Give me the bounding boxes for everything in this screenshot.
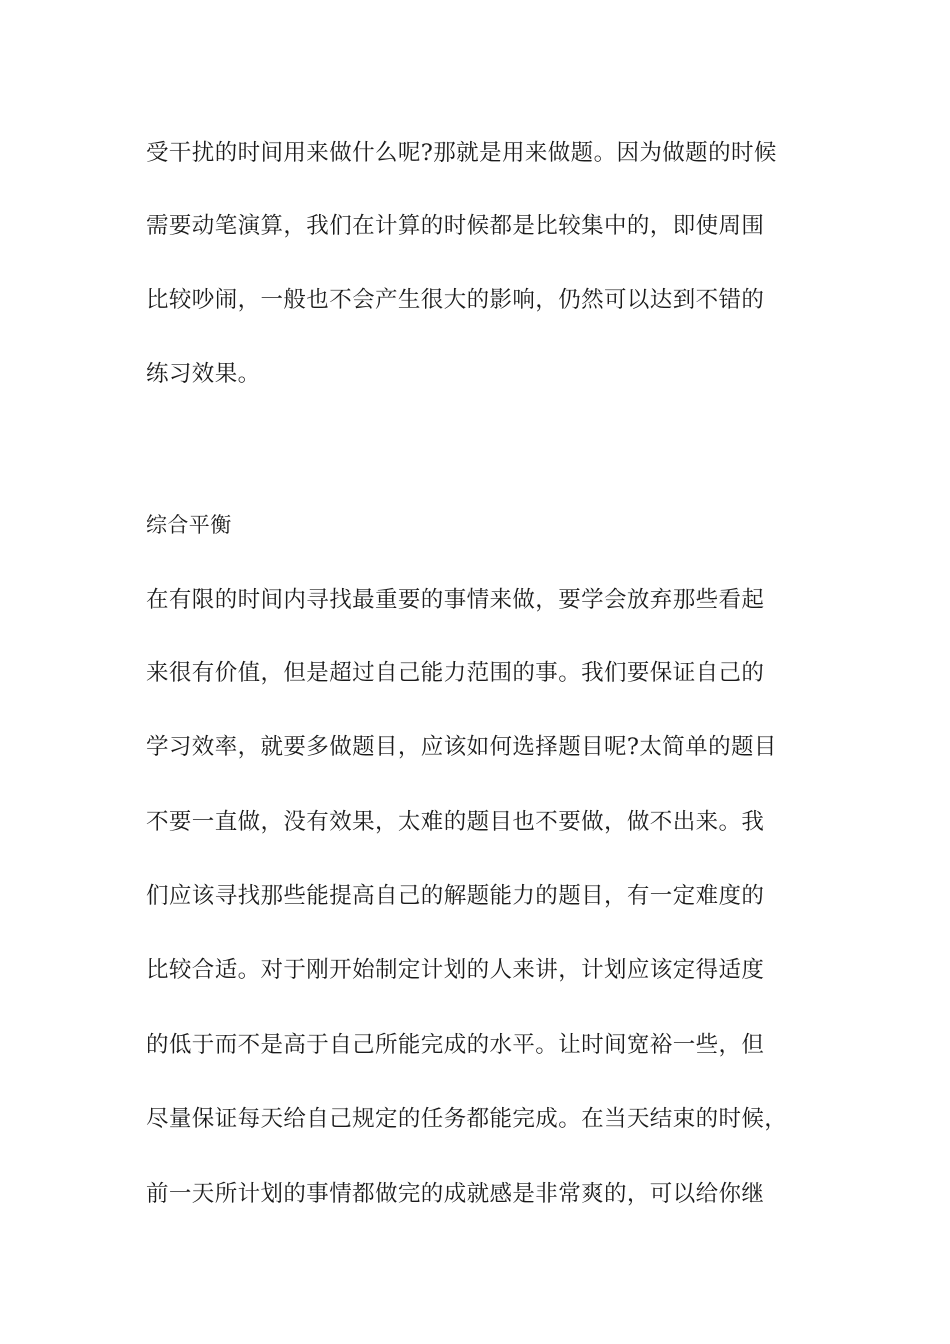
paragraph-line: 前一天所计划的事情都做完的成就感是非常爽的，可以给你继 (146, 1181, 765, 1207)
paragraph-line: 来很有价值，但是超过自己能力范围的事。我们要保证自己的 (146, 660, 765, 686)
paragraph-line: 的低于而不是高于自己所能完成的水平。让时间宽裕一些，但 (146, 1032, 765, 1058)
paragraph-line: 在有限的时间内寻找最重要的事情来做，要学会放弃那些看起 (146, 587, 765, 613)
paragraph-line: 比较吵闹，一般也不会产生很大的影响，仍然可以达到不错的 (146, 287, 765, 313)
paragraph-line: 学习效率，就要多做题目，应该如何选择题目呢?太简单的题目 (146, 734, 777, 760)
paragraph-line: 练习效果。 (146, 361, 261, 387)
paragraph-line: 受干扰的时间用来做什么呢?那就是用来做题。因为做题的时候 (146, 140, 777, 166)
paragraph-line: 比较合适。对于刚开始制定计划的人来讲，计划应该定得适度 (146, 957, 765, 983)
paragraph-line: 尽量保证每天给自己规定的任务都能完成。在当天结束的时候， (146, 1106, 788, 1132)
paragraph-line: 需要动笔演算，我们在计算的时候都是比较集中的，即使周围 (146, 213, 765, 239)
paragraph-line: 们应该寻找那些能提高自己的解题能力的题目，有一定难度的 (146, 883, 765, 909)
paragraph-line: 不要一直做，没有效果，太难的题目也不要做，做不出来。我 (146, 809, 765, 835)
section-heading: 综合平衡 (146, 513, 232, 537)
